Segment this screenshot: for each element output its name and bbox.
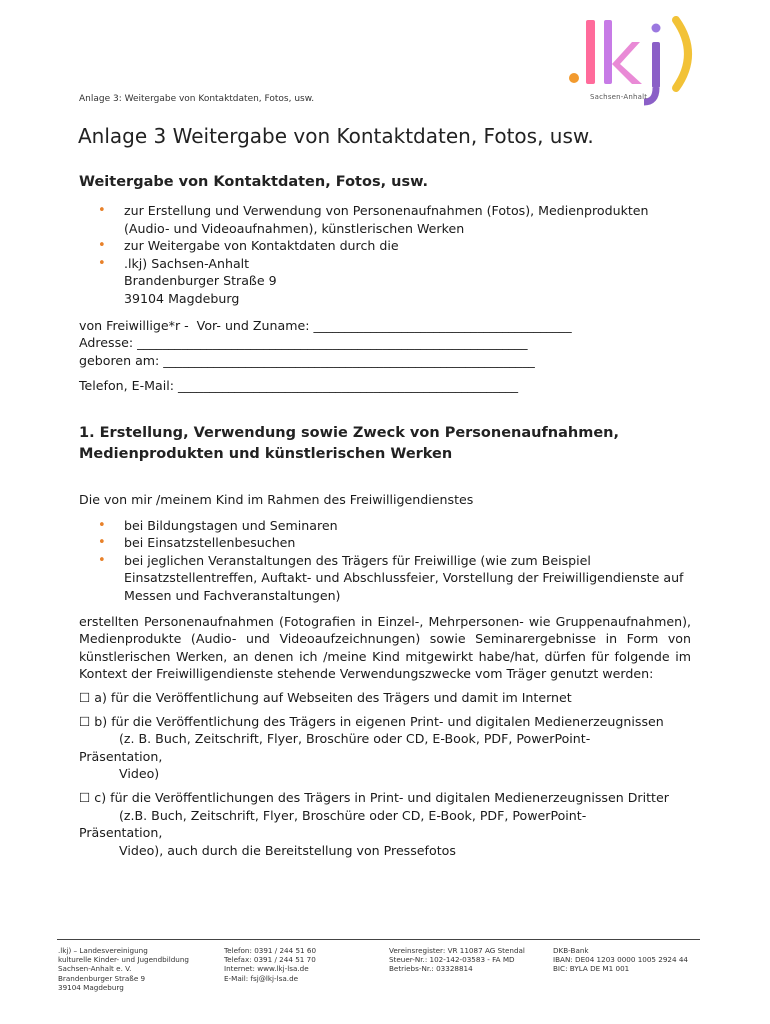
list-item: • bei Einsatzstellenbesuchen <box>98 535 296 551</box>
section-1-body <box>79 491 691 859</box>
option-b-detail: Präsentation, <box>79 748 163 764</box>
footer-org: .lkj) – Landesvereinigung kulturelle Kinder- und Jugendbildung Sachsen-Anhalt e. V. Brandenburger Straße 9 39104 Magdeburg <box>58 946 189 992</box>
list-item: • bei jeglichen Veranstaltungen des Trägers für Freiwillige (wie zum Beispiel Einsatzstellentreffen, Auftakt- und Abschlussfeier, Vorstellung der Freiwilligendienste auf Messen und Fachveranstaltungen) <box>98 552 684 603</box>
footer-divider <box>57 939 700 940</box>
address-field[interactable]: Adresse: ______________________________________________________________ <box>79 335 528 351</box>
section-1-intro: Die von mir /meinem Kind im Rahmen des Freiwilligendienstes <box>79 492 474 507</box>
section-1-heading: 1. Erstellung, Verwendung sowie Zweck von Personenaufnahmen, Medienprodukten und künstlerischen Werken <box>79 425 619 462</box>
option-c-detail: Präsentation, <box>79 825 163 841</box>
name-field[interactable]: von Freiwillige*r - Vor- und Zuname: _________________________________________ <box>79 317 572 333</box>
bullet-icon: • <box>98 203 106 218</box>
list-item: • zur Erstellung und Verwendung von Personenaufnahmen (Fotos), Medienprodukten (Audio- und Videoaufnahmen), künstlerischen Werken <box>98 203 649 236</box>
contact-field[interactable]: Telefon, E-Mail: ______________________________________________________ <box>79 378 519 394</box>
bullet-icon: • <box>98 238 106 254</box>
bullet-icon: • <box>98 517 106 533</box>
purpose-list <box>79 202 691 272</box>
option-b-detail: (z. B. Buch, Zeitschrift, Flyer, Broschüre oder CD, E-Book, PDF, PowerPoint- <box>119 731 591 747</box>
list-item: • .lkj) Sachsen-Anhalt <box>98 255 250 271</box>
page-title: Anlage 3 Weitergabe von Kontaktdaten, Fotos, usw. <box>78 124 594 148</box>
option-c-detail: (z.B. Buch, Zeitschrift, Flyer, Broschüre oder CD, E-Book, PDF, PowerPoint- <box>119 807 587 823</box>
running-header: Anlage 3: Weitergabe von Kontaktdaten, Fotos, usw. <box>79 94 315 104</box>
address-line: 39104 Magdeburg <box>124 290 240 306</box>
list-item: • bei Bildungstagen und Seminaren <box>98 517 338 533</box>
usage-paragraph: erstellten Personenaufnahmen (Fotografien in Einzel-, Mehrpersonen- wie Gruppenaufnahmen), Medienprodukte (Audio- und Videoaufzeichnungen) sowie Seminarergebnisse in Form von künstlerischen Werken, an denen ich /meine Kind mitgewirkt habe/hat, dürfen für folgende im Kontext der Freiwilligendienste stehende Verwendungszwecke vom Träger genutzt werden: <box>79 613 691 682</box>
option-c-checkbox[interactable]: ☐ c) für die Veröffentlichungen des Trägers in Print- und digitalen Medienerzeugnissen Dritter <box>79 789 669 805</box>
footer-bank: DKB-Bank IBAN: DE04 1203 0000 1005 2924 44 BIC: BYLA DE M1 001 <box>553 946 689 974</box>
logo-subtitle: Sachsen-Anhalt <box>590 93 648 101</box>
footer-contact: Telefon: 0391 / 244 51 60 Telefax: 0391 / 244 51 70 Internet: www.lkj-lsa.de E-Mail: fsj@lkj-lsa.de <box>224 946 317 983</box>
bullet-icon: • <box>98 552 106 568</box>
intro-block <box>79 202 691 395</box>
list-item: • zur Weitergabe von Kontaktdaten durch die <box>98 238 399 254</box>
birthdate-field[interactable]: geboren am: ___________________________________________________________ <box>79 352 535 368</box>
option-c-detail: Video), auch durch die Bereitstellung von Pressefotos <box>119 842 456 858</box>
option-b-detail: Video) <box>119 766 160 782</box>
option-b-checkbox[interactable]: ☐ b) für die Veröffentlichung des Trägers in eigenen Print- und digitalen Medienerzeugnissen <box>79 713 664 729</box>
option-a-checkbox[interactable]: ☐ a) für die Veröffentlichung auf Webseiten des Trägers und damit im Internet <box>79 689 572 705</box>
bullet-icon: • <box>98 255 106 271</box>
address-line: Brandenburger Straße 9 <box>124 273 277 289</box>
bullet-icon: • <box>98 535 106 551</box>
section-subtitle: Weitergabe von Kontaktdaten, Fotos, usw. <box>79 174 429 190</box>
occasion-list <box>79 517 691 605</box>
footer-registry: Vereinsregister: VR 11087 AG Stendal Steuer-Nr.: 102-142-03583 - FA MD Betriebs-Nr.: 03328814 <box>389 946 525 974</box>
